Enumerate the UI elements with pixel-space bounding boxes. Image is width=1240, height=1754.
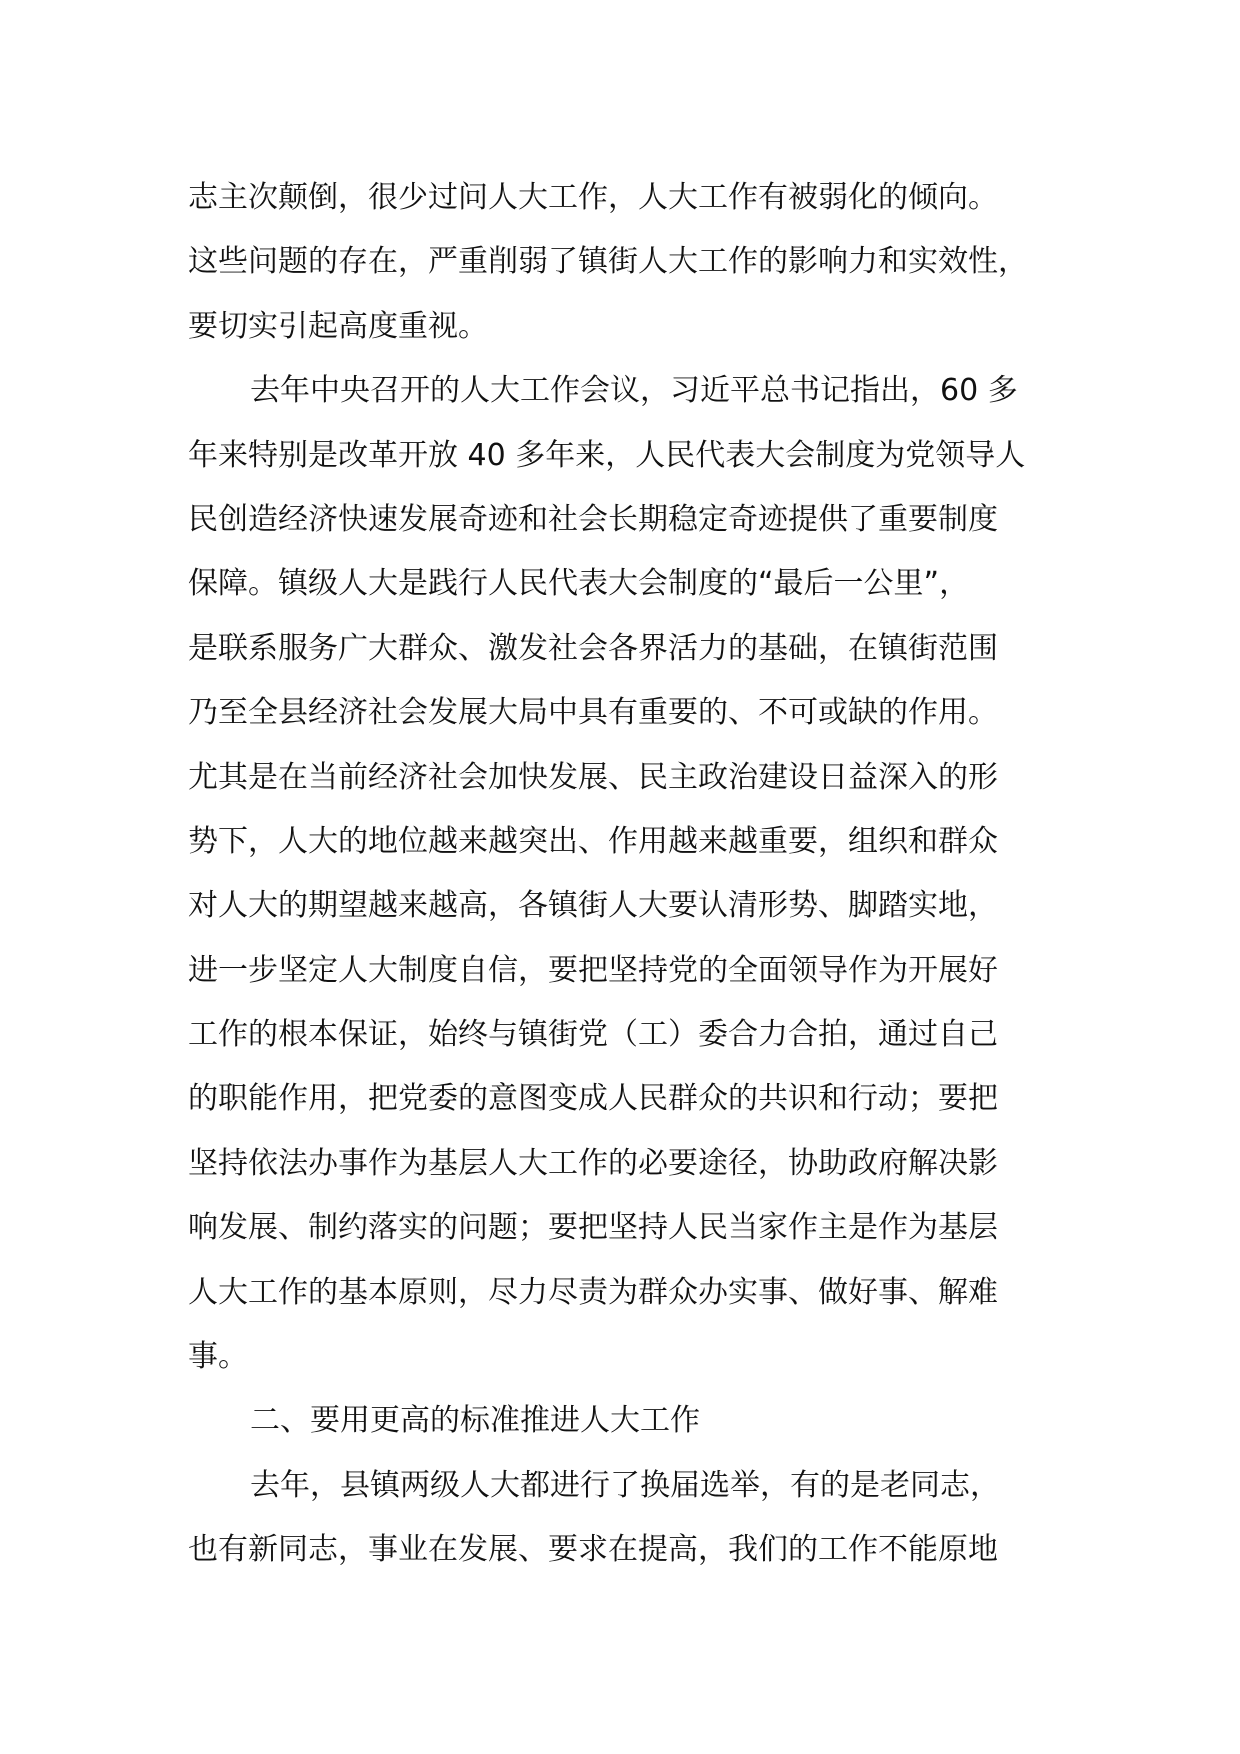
- text-line: 坚持依法办事作为基层人大工作的必要途径，协助政府解决影: [188, 1145, 998, 1181]
- text-line: 这些问题的存在，严重削弱了镇街人大工作的影响力和实效性，: [188, 244, 1028, 280]
- text-line: 也有新同志，事业在发展、要求在提高，我们的工作不能原地: [188, 1532, 998, 1568]
- text-line: 年来特别是改革开放 40 多年来，人民代表大会制度为党领导人: [188, 437, 1026, 473]
- text-line: 势下，人大的地位越来越突出、作用越来越重要，组织和群众: [188, 823, 998, 859]
- text-line: 对人大的期望越来越高，各镇街人大要认清形势、脚踏实地，: [188, 888, 998, 924]
- paragraph-first-line: 去年中央召开的人大工作会议，习近平总书记指出，60 多: [250, 373, 1018, 409]
- text-line: 保障。镇级人大是践行人民代表大会制度的“最后一公里”，: [188, 566, 970, 602]
- text-line: 民创造经济快速发展奇迹和社会长期稳定奇迹提供了重要制度: [188, 501, 998, 537]
- text-line: 是联系服务广大群众、激发社会各界活力的基础，在镇街范围: [188, 630, 998, 666]
- text-line: 工作的根本保证，始终与镇街党（工）委合力合拍，通过自己: [188, 1017, 998, 1053]
- text-line: 响发展、制约落实的问题；要把坚持人民当家作主是作为基层: [188, 1210, 998, 1246]
- text-line: 志主次颠倒，很少过问人大工作，人大工作有被弱化的倾向。: [188, 180, 998, 215]
- text-line: 人大工作的基本原则，尽力尽责为群众办实事、做好事、解难: [188, 1274, 998, 1310]
- text-line: 要切实引起高度重视。: [188, 308, 488, 344]
- text-line: 事。: [188, 1339, 248, 1375]
- text-line: 尤其是在当前经济社会加快发展、民主政治建设日益深入的形: [188, 759, 998, 795]
- text-line: 的职能作用，把党委的意图变成人民群众的共识和行动；要把: [188, 1081, 998, 1117]
- text-line: 乃至全县经济社会发展大局中具有重要的、不可或缺的作用。: [188, 695, 998, 731]
- document-body: [188, 166, 1078, 1583]
- section-heading: 二、要用更高的标准推进人大工作: [250, 1403, 700, 1439]
- paragraph-first-line: 去年，县镇两级人大都进行了换届选举，有的是老同志，: [250, 1467, 1000, 1503]
- text-line: 进一步坚定人大制度自信，要把坚持党的全面领导作为开展好: [188, 952, 998, 988]
